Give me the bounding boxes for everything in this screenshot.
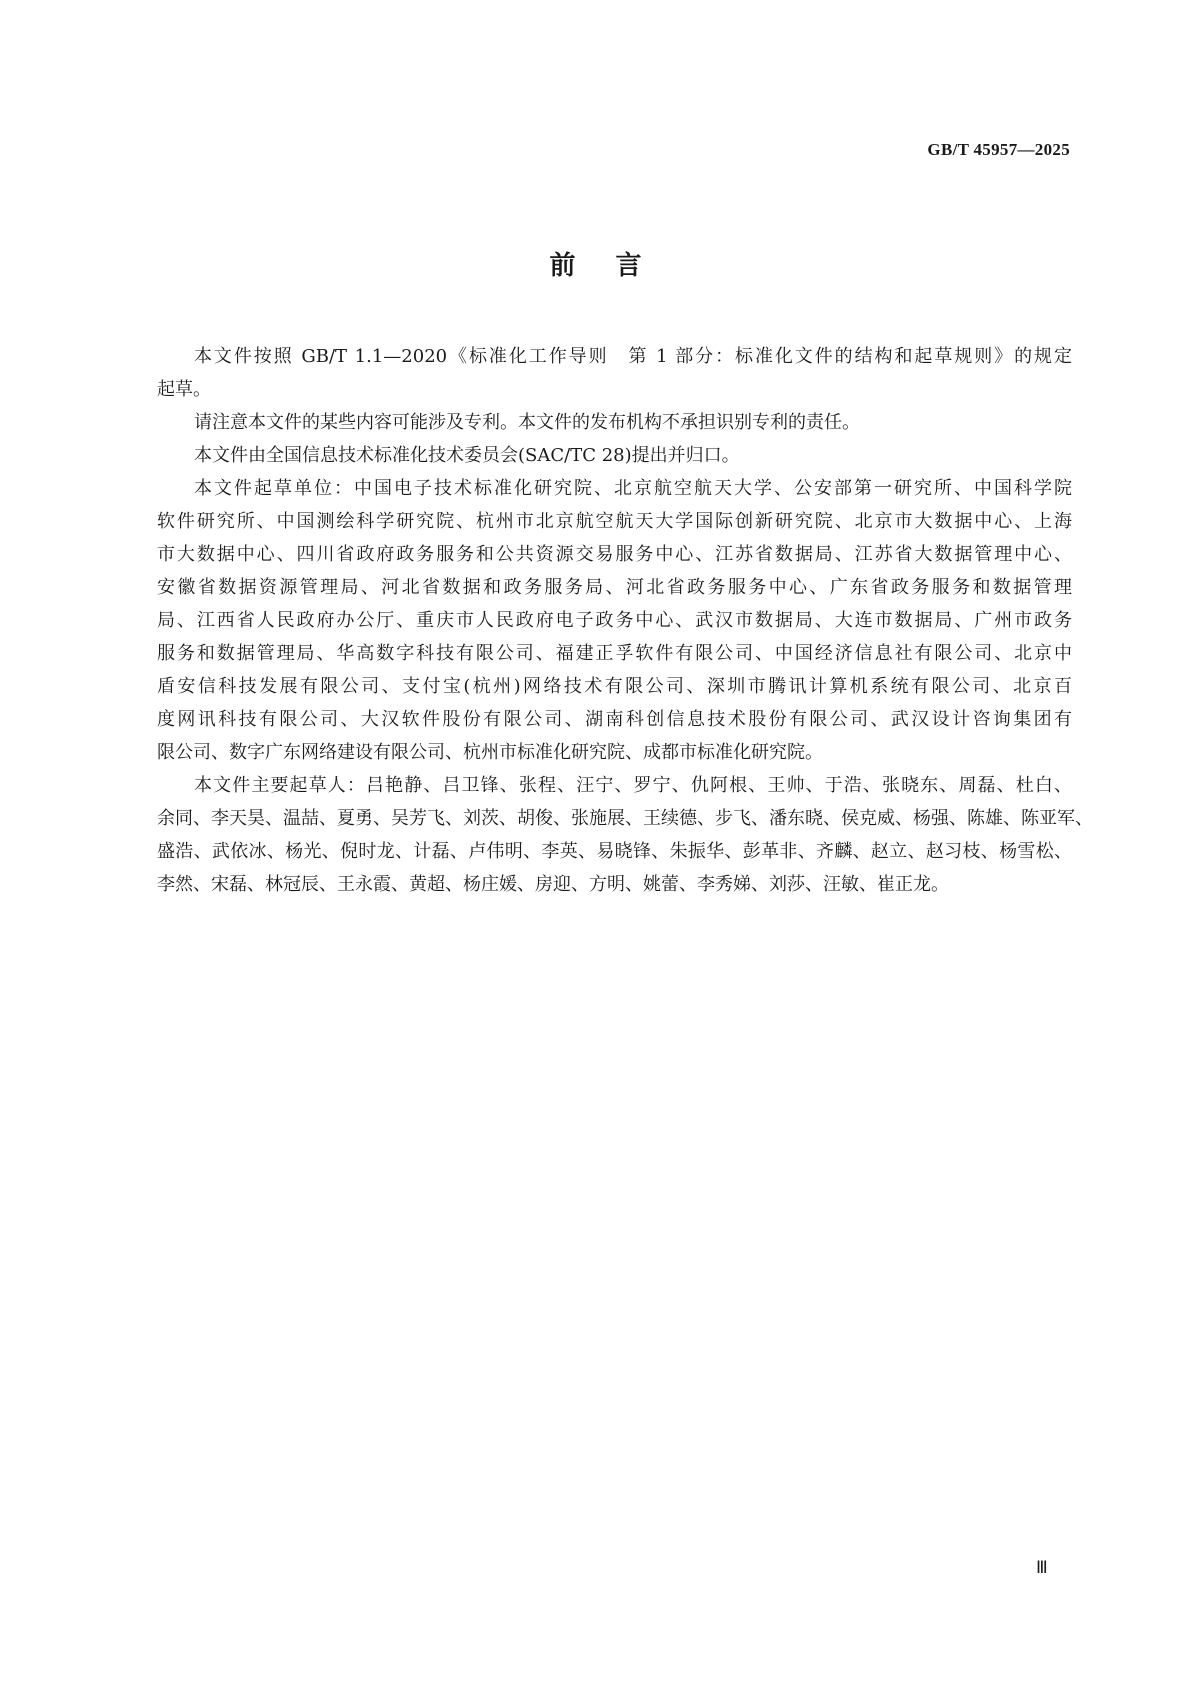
paragraph-line: 盾安信科技发展有限公司、支付宝(杭州)网络技术有限公司、深圳市腾讯计算机系统有限公司、北京百 xyxy=(157,676,1072,697)
foreword-body xyxy=(157,340,1093,901)
paragraph-line: 服务和数据管理局、华高数字科技有限公司、福建正孚软件有限公司、中国经济信息社有限公司、北京中 xyxy=(157,643,1072,664)
paragraph-line: 本文件主要起草人：吕艳静、吕卫锋、张程、汪宁、罗宁、仇阿根、王帅、于浩、张晓东、周磊、杜白、 xyxy=(194,775,1072,796)
paragraph xyxy=(157,340,1072,406)
paragraph-line: 本文件由全国信息技术标准化技术委员会(SAC/TC 28)提出并归口。 xyxy=(194,445,740,466)
paragraph-line: 本文件按照 GB/T 1.1—2020《标准化工作导则 第 1 部分：标准化文件的结构和起草规则》的规定 xyxy=(194,346,1072,367)
page-number: Ⅲ xyxy=(1036,1558,1048,1577)
page-title: 前言 xyxy=(549,251,682,281)
paragraph-line: 余同、李天昊、温喆、夏勇、吴芳飞、刘茨、胡俊、张施展、王续德、步飞、潘东晓、侯克威、杨强、陈雄、陈亚军、 xyxy=(157,808,1093,829)
paragraph xyxy=(157,769,1093,901)
paragraph-line: 盛浩、武依冰、杨光、倪时龙、计磊、卢伟明、李英、易晓锋、朱振华、彭革非、齐麟、赵立、赵习枝、杨雪松、 xyxy=(157,841,1072,862)
paragraph-line: 局、江西省人民政府办公厅、重庆市人民政府电子政务中心、武汉市数据局、大连市数据局、广州市政务 xyxy=(157,610,1072,631)
paragraph xyxy=(157,472,1072,769)
paragraph xyxy=(157,439,1072,472)
paragraph-line: 市大数据中心、四川省政府政务服务和公共资源交易服务中心、江苏省数据局、江苏省大数据管理中心、 xyxy=(157,544,1072,565)
paragraph-line: 本文件起草单位：中国电子技术标准化研究院、北京航空航天大学、公安部第一研究所、中国科学院 xyxy=(194,478,1072,499)
paragraph-line: 李然、宋磊、林冠辰、王永霞、黄超、杨庄媛、房迎、方明、姚蕾、李秀娣、刘莎、汪敏、崔正龙。 xyxy=(157,874,949,895)
paragraph-line: 起草。 xyxy=(157,379,211,400)
paragraph-line: 请注意本文件的某些内容可能涉及专利。本文件的发布机构不承担识别专利的责任。 xyxy=(194,412,860,433)
paragraph-line: 度网讯科技有限公司、大汉软件股份有限公司、湖南科创信息技术股份有限公司、武汉设计咨询集团有 xyxy=(157,709,1072,730)
paragraph-line: 软件研究所、中国测绘科学研究院、杭州市北京航空航天大学国际创新研究院、北京市大数据中心、上海 xyxy=(157,511,1072,532)
standard-number: GB/T 45957—2025 xyxy=(927,140,1070,159)
paragraph xyxy=(157,406,1072,439)
paragraph-line: 安徽省数据资源管理局、河北省数据和政务服务局、河北省政务服务中心、广东省政务服务和数据管理 xyxy=(157,577,1072,598)
paragraph-line: 限公司、数字广东网络建设有限公司、杭州市标准化研究院、成都市标准化研究院。 xyxy=(157,742,823,763)
